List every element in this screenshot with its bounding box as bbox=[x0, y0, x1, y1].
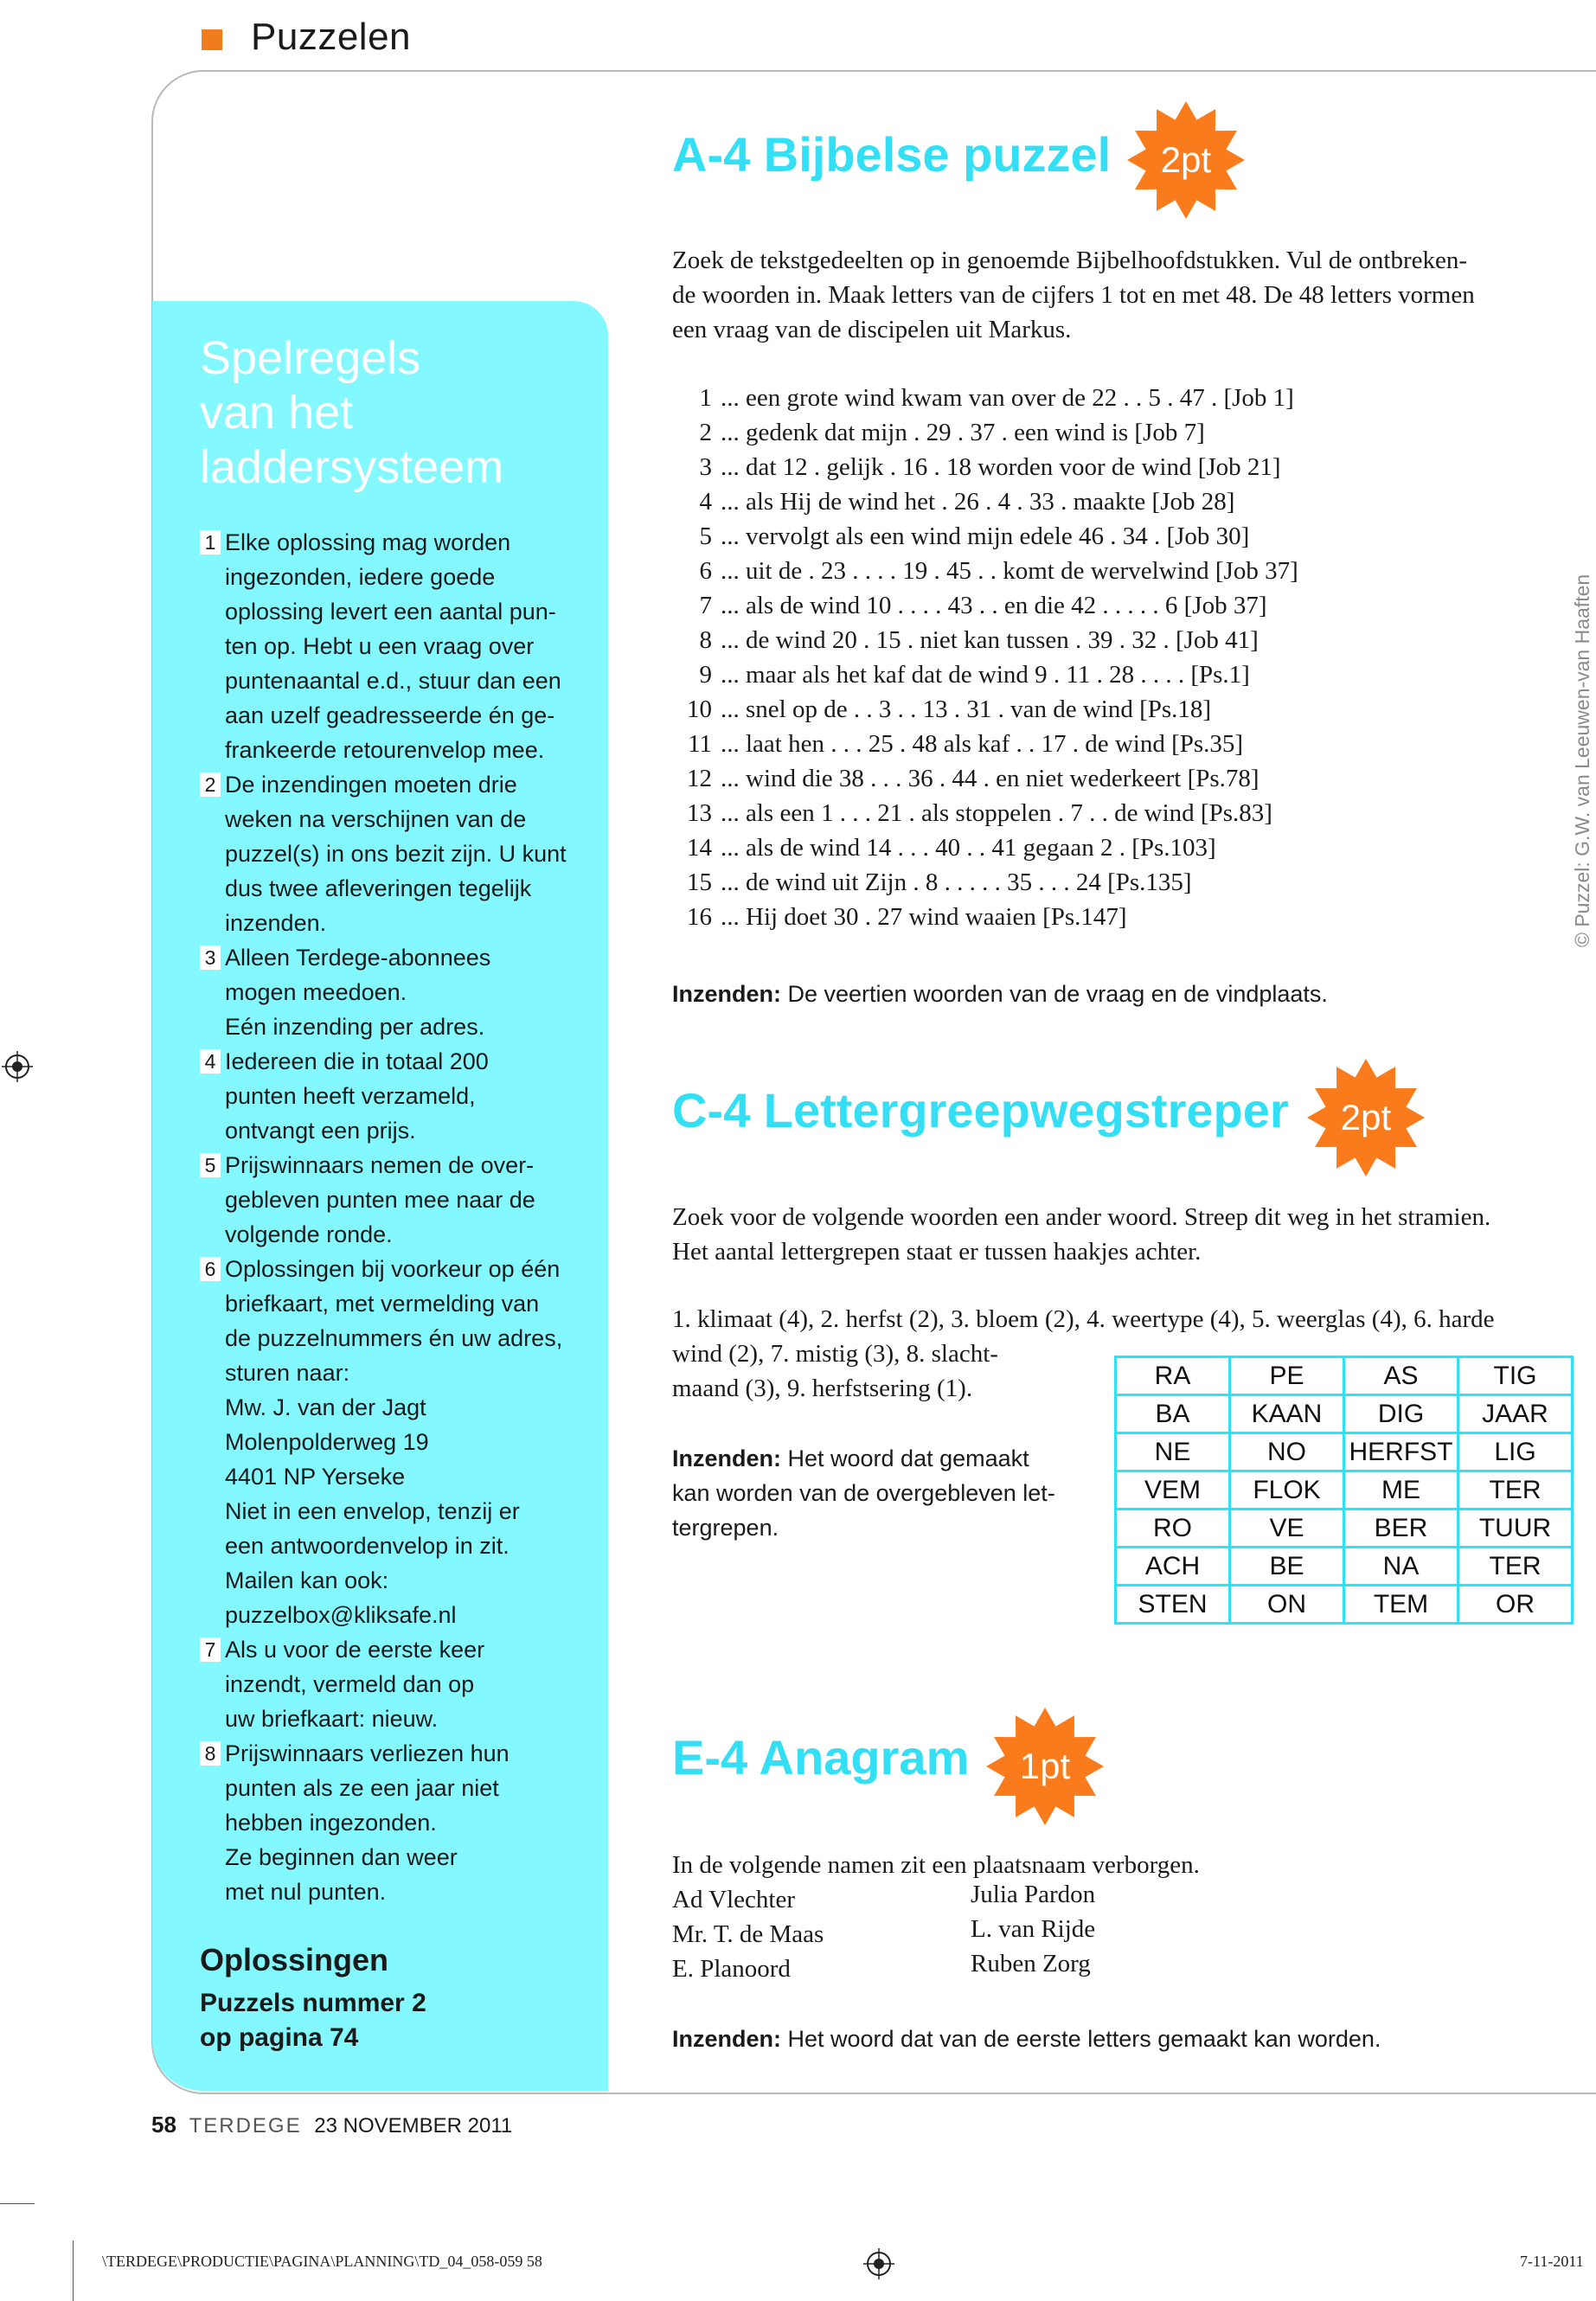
clue-item bbox=[670, 484, 1362, 519]
clue-item bbox=[670, 796, 1362, 830]
puzzle-a-send bbox=[672, 977, 1328, 1011]
rule-text-line: Prijswinnaars nemen de over- bbox=[225, 1152, 535, 1178]
puzzle-c-points: 2pt bbox=[1340, 1097, 1392, 1138]
clue-number: 8 bbox=[699, 626, 712, 654]
intro-line: Het aantal lettergrepen staat er tussen haakjes achter. bbox=[672, 1238, 1202, 1266]
grid-cell: ON bbox=[1230, 1586, 1344, 1624]
send-text: kan worden van de overgebleven let- bbox=[672, 1480, 1055, 1506]
intro-line: een vraag van de discipelen uit Markus. bbox=[672, 316, 1072, 343]
clue-item bbox=[670, 727, 1362, 761]
grid-cell: NO bbox=[1230, 1433, 1344, 1471]
clue-text: ... gedenk dat mijn . 29 . 37 . een wind is [Job 7] bbox=[721, 419, 1205, 446]
rule-text-line: mogen meedoen. bbox=[225, 979, 407, 1005]
rule-text-line: Iedereen die in totaal 200 bbox=[225, 1048, 489, 1074]
grid-cell: TER bbox=[1458, 1471, 1573, 1509]
sidebar-title bbox=[200, 331, 503, 495]
rule-text-line: een antwoordenvelop in zit. bbox=[225, 1533, 510, 1559]
puzzle-e-points-badge bbox=[984, 1706, 1106, 1827]
rule-text-line: aan uzelf geadresseerde én ge- bbox=[225, 702, 555, 728]
clue-item bbox=[670, 519, 1362, 554]
rule-text-line: Eén inzending per adres. bbox=[225, 1014, 485, 1040]
rule-text-line: Alleen Terdege-abonnees bbox=[225, 945, 491, 971]
section-marker bbox=[202, 29, 222, 50]
crop-mark bbox=[0, 2203, 35, 2204]
grid-cell: BE bbox=[1230, 1548, 1344, 1586]
rule-number: 7 bbox=[200, 1638, 221, 1662]
rule-text-line: frankeerde retourenvelop mee. bbox=[225, 737, 545, 763]
clue-text: ... Hij doet 30 . 27 wind waaien [Ps.147] bbox=[721, 903, 1127, 931]
rule-item bbox=[200, 1044, 580, 1148]
clue-item bbox=[670, 900, 1362, 934]
clue-number: 4 bbox=[699, 488, 712, 516]
clue-text: ... uit de . 23 . . . . 19 . 45 . . komt de wervelwind [Job 37] bbox=[721, 557, 1298, 585]
rule-text-line: volgende ronde. bbox=[225, 1221, 393, 1247]
clue-text: ... de wind 20 . 15 . niet kan tussen . 39 . 32 . [Job 41] bbox=[721, 626, 1259, 654]
clue-text: ... als de wind 10 . . . . 43 . . en die 42 . . . . . 6 [Job 37] bbox=[721, 592, 1267, 619]
puzzle-e-send bbox=[672, 2022, 1381, 2056]
grid-cell: TER bbox=[1458, 1548, 1573, 1586]
word-list-line: 1. klimaat (4), 2. herfst (2), 3. bloem (2), 4. weertype (4), 5. weerglas (4), 6. harde bbox=[672, 1305, 1495, 1333]
grid-cell: FLOK bbox=[1230, 1471, 1344, 1509]
rule-item bbox=[200, 1632, 580, 1736]
puzzle-a-intro bbox=[672, 243, 1475, 347]
sidebar-title-line: laddersysteem bbox=[200, 441, 504, 493]
clue-item bbox=[670, 554, 1362, 588]
grid-cell: VEM bbox=[1116, 1471, 1230, 1509]
rule-text-line: Als u voor de eerste keer bbox=[225, 1637, 485, 1663]
sidebar-title-line: Spelregels bbox=[200, 332, 421, 384]
rule-text-line: Ze beginnen dan weer bbox=[225, 1844, 458, 1870]
rules-list bbox=[200, 525, 580, 1909]
puzzle-c-intro bbox=[672, 1200, 1490, 1269]
send-text: De veertien woorden van de vraag en de vindplaats. bbox=[781, 981, 1328, 1007]
rule-text-line: ingezonden, iedere goede bbox=[225, 564, 496, 590]
rule-text-line: puzzel(s) in ons bezit zijn. U kunt bbox=[225, 841, 567, 867]
rule-text-line: Molenpolderweg 19 bbox=[225, 1429, 429, 1455]
rule-text-line: gebleven punten mee naar de bbox=[225, 1187, 535, 1213]
grid-cell: KAAN bbox=[1230, 1395, 1344, 1433]
crop-mark bbox=[73, 2240, 74, 2301]
magazine-name: TERDEGE bbox=[189, 2114, 302, 2138]
rule-text-line: ontvangt een prijs. bbox=[225, 1118, 416, 1144]
rule-text-line: dus twee afleveringen tegelijk bbox=[225, 875, 532, 901]
grid-row bbox=[1116, 1357, 1573, 1395]
solutions-block bbox=[200, 1941, 426, 2055]
rule-text-line: 4401 NP Yerseke bbox=[225, 1464, 406, 1490]
anagram-names-left bbox=[672, 1882, 824, 1986]
word-list-line: wind (2), 7. mistig (3), 8. slacht- bbox=[672, 1340, 998, 1368]
rule-text-line: Niet in een envelop, tenzij er bbox=[225, 1498, 520, 1524]
send-text: Het woord dat van de eerste letters gemaakt kan worden. bbox=[781, 2026, 1381, 2052]
grid-cell: NA bbox=[1344, 1548, 1458, 1586]
solutions-title: Oplossingen bbox=[200, 1942, 389, 1977]
rule-text-line: Elke oplossing mag worden bbox=[225, 529, 511, 555]
registration-mark-icon bbox=[2, 1051, 33, 1082]
rule-text-line: hebben ingezonden. bbox=[225, 1810, 437, 1836]
rule-text-line: puntenaantal e.d., stuur dan een bbox=[225, 668, 561, 694]
grid-cell: STEN bbox=[1116, 1586, 1230, 1624]
puzzle-e-points: 1pt bbox=[1019, 1746, 1071, 1786]
grid-cell: LIG bbox=[1458, 1433, 1573, 1471]
rule-number: 3 bbox=[200, 945, 221, 970]
clue-item bbox=[670, 381, 1362, 415]
rules-sidebar bbox=[152, 301, 608, 2091]
syllable-grid bbox=[1114, 1356, 1574, 1625]
clue-text: ... snel op de . . 3 . . 13 . 31 . van de wind [Ps.18] bbox=[721, 695, 1212, 723]
clue-item bbox=[670, 865, 1362, 900]
rule-text-line: sturen naar: bbox=[225, 1360, 350, 1386]
puzzle-credit: © Puzzel: G.W. van Leeuwen-van Haaften bbox=[1571, 574, 1593, 947]
solutions-reference-line: Puzzels nummer 2 bbox=[200, 1989, 426, 2017]
grid-cell: TIG bbox=[1458, 1357, 1573, 1395]
grid-cell: DIG bbox=[1344, 1395, 1458, 1433]
grid-cell: ACH bbox=[1116, 1548, 1230, 1586]
clue-text: ... laat hen . . . 25 . 48 als kaf . . 17 . de wind [Ps.35] bbox=[721, 730, 1244, 758]
clue-text: ... als de wind 14 . . . 40 . . 41 gegaan 2 . [Ps.103] bbox=[721, 834, 1216, 862]
grid-row bbox=[1116, 1433, 1573, 1471]
rule-text-line: Mw. J. van der Jagt bbox=[225, 1394, 426, 1420]
clue-number: 7 bbox=[699, 592, 712, 619]
rule-text-line: inzenden. bbox=[225, 910, 327, 936]
clue-text: ... een grote wind kwam van over de 22 . . 5 . 47 . [Job 1] bbox=[721, 384, 1294, 412]
rule-item bbox=[200, 525, 580, 767]
grid-cell: RA bbox=[1116, 1357, 1230, 1395]
print-slug-date: 7-11-2011 bbox=[1520, 2253, 1584, 2270]
grid-row bbox=[1116, 1509, 1573, 1548]
puzzle-a-points: 2pt bbox=[1160, 139, 1212, 180]
clue-text: ... dat 12 . gelijk . 16 . 18 worden voor de wind [Job 21] bbox=[721, 453, 1281, 481]
rule-text-line: uw briefkaart: nieuw. bbox=[225, 1706, 439, 1732]
clue-item bbox=[670, 761, 1362, 796]
grid-cell: NE bbox=[1116, 1433, 1230, 1471]
grid-row bbox=[1116, 1586, 1573, 1624]
rule-item bbox=[200, 767, 580, 940]
solutions-reference bbox=[200, 1986, 426, 2055]
solutions-reference-line: op pagina 74 bbox=[200, 2023, 359, 2052]
clue-number: 10 bbox=[687, 695, 712, 723]
clue-number: 2 bbox=[699, 419, 712, 446]
puzzle-a-title: A-4 Bijbelse puzzel bbox=[672, 127, 1112, 182]
send-text: tergrepen. bbox=[672, 1515, 779, 1541]
rule-number: 4 bbox=[200, 1049, 221, 1074]
clue-item bbox=[670, 657, 1362, 692]
clue-text: ... maar als het kaf dat de wind 9 . 11 . 28 . . . . [Ps.1] bbox=[721, 661, 1250, 689]
rule-text-line: ten op. Hebt u een vraag over bbox=[225, 633, 535, 659]
clue-number: 12 bbox=[687, 765, 712, 792]
grid-cell: RO bbox=[1116, 1509, 1230, 1548]
clue-number: 5 bbox=[699, 522, 712, 550]
issue-date: 23 NOVEMBER 2011 bbox=[314, 2114, 513, 2138]
send-label: Inzenden: bbox=[672, 1445, 781, 1471]
grid-cell: HERFST bbox=[1344, 1433, 1458, 1471]
anagram-name: Ad Vlechter bbox=[672, 1886, 795, 1913]
clue-item bbox=[670, 450, 1362, 484]
clue-text: ... als een 1 . . . 21 . als stoppelen . 7 . . de wind [Ps.83] bbox=[721, 799, 1272, 827]
rule-item bbox=[200, 1252, 580, 1632]
clue-number: 6 bbox=[699, 557, 712, 585]
grid-row bbox=[1116, 1471, 1573, 1509]
puzzle-a-clue-list bbox=[670, 381, 1362, 934]
clue-item bbox=[670, 692, 1362, 727]
rule-text-line: inzendt, vermeld dan op bbox=[225, 1671, 475, 1697]
grid-cell: ME bbox=[1344, 1471, 1458, 1509]
grid-cell: BA bbox=[1116, 1395, 1230, 1433]
anagram-name: Mr. T. de Maas bbox=[672, 1920, 824, 1948]
sidebar-title-line: van het bbox=[200, 387, 354, 439]
rule-item bbox=[200, 940, 580, 1044]
section-title: Puzzelen bbox=[251, 16, 412, 58]
clue-number: 11 bbox=[688, 730, 712, 758]
rule-number: 5 bbox=[200, 1153, 221, 1177]
grid-row bbox=[1116, 1548, 1573, 1586]
rule-text-line: puzzelbox@kliksafe.nl bbox=[225, 1602, 457, 1628]
clue-number: 9 bbox=[699, 661, 712, 689]
clue-item bbox=[670, 623, 1362, 657]
puzzle-c-send bbox=[672, 1441, 1055, 1545]
page-footer bbox=[151, 2112, 512, 2138]
grid-cell: TUUR bbox=[1458, 1509, 1573, 1548]
puzzle-a-points-badge bbox=[1125, 99, 1247, 221]
grid-cell: JAAR bbox=[1458, 1395, 1573, 1433]
send-label: Inzenden: bbox=[672, 981, 781, 1007]
anagram-name: L. van Rijde bbox=[971, 1915, 1096, 1943]
print-slug-path: \TERDEGE\PRODUCTIE\PAGINA\PLANNING\TD_04_058-059 58 bbox=[102, 2253, 542, 2270]
clue-number: 13 bbox=[687, 799, 712, 827]
page-number: 58 bbox=[151, 2112, 176, 2138]
send-text: Het woord dat gemaakt bbox=[781, 1445, 1029, 1471]
clue-text: ... als Hij de wind het . 26 . 4 . 33 . maakte [Job 28] bbox=[721, 488, 1235, 516]
rule-text-line: weken na verschijnen van de bbox=[225, 806, 527, 832]
rule-number: 1 bbox=[200, 530, 221, 554]
rule-text-line: Mailen kan ook: bbox=[225, 1567, 389, 1593]
clue-text: ... wind die 38 . . . 36 . 44 . en niet wederkeert [Ps.78] bbox=[721, 765, 1259, 792]
anagram-names-right bbox=[971, 1877, 1095, 1981]
puzzle-e-intro: In de volgende namen zit een plaatsnaam verborgen. bbox=[672, 1851, 1200, 1879]
intro-line: de woorden in. Maak letters van de cijfers 1 tot en met 48. De 48 letters vormen bbox=[672, 281, 1475, 309]
rule-item bbox=[200, 1736, 580, 1909]
clue-number: 16 bbox=[687, 903, 712, 931]
clue-number: 3 bbox=[699, 453, 712, 481]
rule-number: 6 bbox=[200, 1257, 221, 1281]
intro-line: Zoek voor de volgende woorden een ander woord. Streep dit weg in het stramien. bbox=[672, 1203, 1491, 1231]
rule-text-line: punten heeft verzameld, bbox=[225, 1083, 476, 1109]
anagram-name: Julia Pardon bbox=[971, 1881, 1096, 1908]
puzzle-e-title: E-4 Anagram bbox=[672, 1730, 970, 1785]
rule-text-line: oplossing levert een aantal pun- bbox=[225, 599, 556, 625]
rule-text-line: met nul punten. bbox=[225, 1879, 387, 1905]
anagram-name: E. Planoord bbox=[672, 1955, 791, 1983]
rule-item bbox=[200, 1148, 580, 1252]
puzzle-c-points-badge bbox=[1305, 1057, 1426, 1178]
word-list-line: maand (3), 9. herfstsering (1). bbox=[672, 1375, 973, 1402]
registration-mark-icon bbox=[863, 2248, 894, 2279]
grid-cell: OR bbox=[1458, 1586, 1573, 1624]
puzzle-c-title: C-4 Lettergreepwegstreper bbox=[672, 1083, 1289, 1138]
clue-number: 14 bbox=[687, 834, 712, 862]
clue-item bbox=[670, 415, 1362, 450]
clue-text: ... de wind uit Zijn . 8 . . . . . 35 . . . 24 [Ps.135] bbox=[721, 868, 1192, 896]
clue-number: 1 bbox=[699, 384, 712, 412]
grid-cell: VE bbox=[1230, 1509, 1344, 1548]
rule-text-line: Oplossingen bij voorkeur op één bbox=[225, 1256, 561, 1282]
grid-cell: PE bbox=[1230, 1357, 1344, 1395]
grid-cell: BER bbox=[1344, 1509, 1458, 1548]
intro-line: Zoek de tekstgedeelten op in genoemde Bijbelhoofdstukken. Vul de ontbreken- bbox=[672, 247, 1468, 274]
grid-cell: TEM bbox=[1344, 1586, 1458, 1624]
clue-number: 15 bbox=[687, 868, 712, 896]
rule-text-line: De inzendingen moeten drie bbox=[225, 772, 517, 798]
rule-text-line: Prijswinnaars verliezen hun bbox=[225, 1740, 510, 1766]
anagram-name: Ruben Zorg bbox=[971, 1950, 1091, 1977]
rule-text-line: punten als ze een jaar niet bbox=[225, 1775, 499, 1801]
grid-row bbox=[1116, 1395, 1573, 1433]
rule-number: 8 bbox=[200, 1741, 221, 1766]
clue-item bbox=[670, 588, 1362, 623]
rule-text-line: de puzzelnummers én uw adres, bbox=[225, 1325, 563, 1351]
clue-text: ... vervolgt als een wind mijn edele 46 . 34 . [Job 30] bbox=[721, 522, 1250, 550]
send-label: Inzenden: bbox=[672, 2026, 781, 2052]
rule-number: 2 bbox=[200, 772, 221, 797]
clue-item bbox=[670, 830, 1362, 865]
grid-cell: AS bbox=[1344, 1357, 1458, 1395]
rule-text-line: briefkaart, met vermelding van bbox=[225, 1291, 540, 1317]
